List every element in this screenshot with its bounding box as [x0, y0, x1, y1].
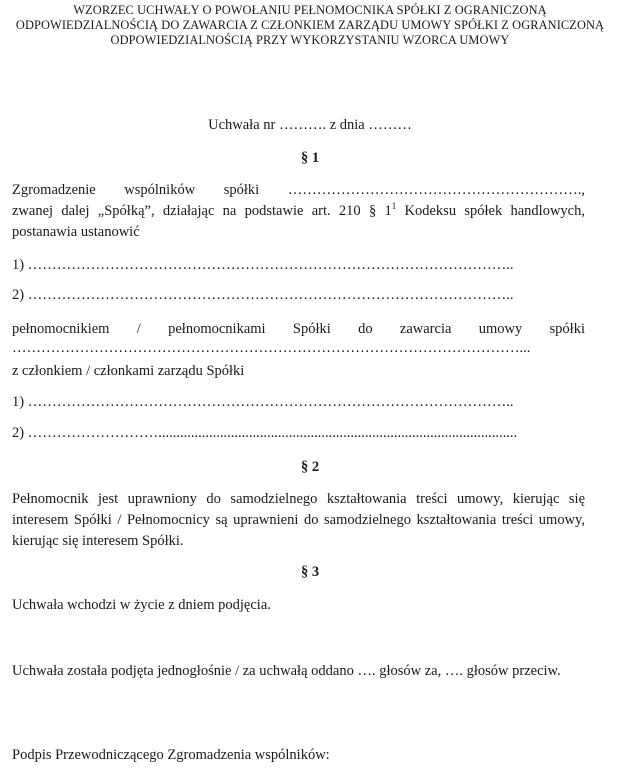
section-3-text: Uchwała wchodzi w życie z dniem podjęcia.: [12, 597, 271, 613]
section-2-text: Pełnomocnik jest uprawniony do samodzielnego kształtowania treści umowy, kierując się interesem Spółki / Pełnomocnicy są uprawnieni do samodzielnego kształtowania treści umowy, kierując się interesem Spółki.: [12, 491, 585, 549]
board-member-entry-1: 1) ………………………………………………………………………………………..: [12, 394, 514, 410]
section-1-line-2-text: zwanej dalej „Spółką”, działając na podstawie art. 210 § 1: [12, 203, 392, 219]
section-1-line-2-tail: Kodeksu spółek handlowych,: [396, 203, 585, 219]
signature-label: Podpis Przewodniczącego Zgromadzenia wspólników:: [12, 747, 330, 763]
section-1-line-1: Zgromadzenie wspólników spółki …………………………………………………….,: [12, 182, 585, 198]
section-1-para-2-line-2: ……………………………………………………………………………………………...: [12, 340, 531, 356]
section-1-line-3: postanawia ustanowić: [12, 224, 140, 240]
header-line-2: ODPOWIEDZIALNOŚCIĄ DO ZAWARCIA Z CZŁONKIEM ZARZĄDU UMOWY SPÓŁKI Z OGRANICZONĄ: [15, 18, 605, 32]
header-line-1: WZORZEC UCHWAŁY O POWOŁANIU PEŁNOMOCNIKA SPÓŁKI Z OGRANICZONĄ: [73, 3, 547, 17]
document-header: [0, 3, 620, 48]
resolution-number: Uchwała nr ………. z dnia ………: [208, 117, 412, 133]
attorney-entry-2: 2) ………………………………………………………………………………………..: [12, 287, 514, 303]
section-1-para-2-line-1: pełnomocnikiem / pełnomocnikami Spółki do zawarcia umowy spółki: [12, 321, 585, 337]
header-line-3: ODPOWIEDZIALNOŚCIĄ PRZY WYKORZYSTANIU WZORCA UMOWY: [110, 33, 510, 47]
article-superscript: 1: [391, 201, 397, 212]
attorney-entry-1: 1) ………………………………………………………………………………………..: [12, 257, 514, 273]
section-2-title: § 2: [300, 459, 320, 475]
section-3-title: § 3: [300, 564, 320, 580]
section-1-title: § 1: [300, 150, 320, 166]
vote-text: Uchwała została podjęta jednogłośnie / za uchwałą oddano …. głosów za, …. głosów przeciw.: [12, 663, 561, 679]
section-1-para-2-line-3: z członkiem / członkami zarządu Spółki: [12, 363, 245, 379]
board-member-entry-2: 2) ………………………...................................................................................................: [12, 425, 518, 441]
section-1-line-2: [12, 201, 585, 222]
